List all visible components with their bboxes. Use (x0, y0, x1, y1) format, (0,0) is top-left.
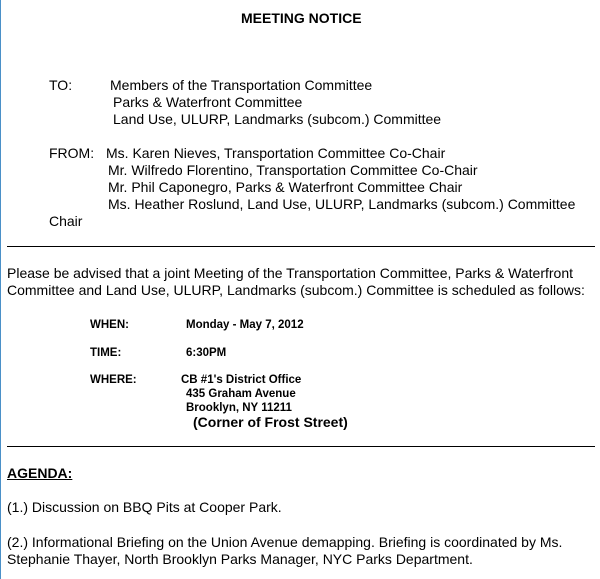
time-label: TIME: (90, 347, 122, 359)
where-line-1: CB #1's District Office (181, 374, 302, 386)
body-line-1: Please be advised that a joint Meeting of the Transportation Committee, Parks & Waterfront (7, 265, 573, 281)
agenda-item-2-line-1: (2.) Informational Briefing on the Union Avenue demapping. Briefing is coordinated by Ms. (7, 534, 563, 550)
divider-top (7, 246, 595, 247)
to-line-3: Land Use, ULURP, Landmarks (subcom.) Committee (113, 111, 442, 127)
from-line-4: Ms. Heather Roslund, Land Use, ULURP, Landmarks (subcom.) Committee (108, 196, 576, 212)
where-line-2: 435 Graham Avenue (186, 388, 296, 400)
from-line-3: Mr. Phil Caponegro, Parks & Waterfront Committee Chair (108, 179, 463, 195)
when-label: WHEN: (90, 319, 129, 331)
notice-title: MEETING NOTICE (241, 10, 362, 26)
body-line-2: Committee and Land Use, ULURP, Landmarks (subcom.) Committee is scheduled as follows: (7, 282, 585, 298)
to-line-1: Members of the Transportation Committee (110, 77, 373, 93)
from-wrap-line: Chair (49, 213, 83, 229)
where-corner-note: (Corner of Frost Street) (193, 414, 348, 430)
to-line-2: Parks & Waterfront Committee (113, 94, 303, 110)
where-line-3: Brooklyn, NY 11211 (186, 402, 292, 414)
agenda-item-1: (1.) Discussion on BBQ Pits at Cooper Park. (7, 499, 282, 515)
from-line-1: Ms. Karen Nieves, Transportation Committee Co-Chair (106, 145, 446, 161)
page-left-border (0, 0, 1, 579)
from-label: FROM: (49, 145, 95, 161)
where-label: WHERE: (90, 374, 137, 386)
from-line-2: Mr. Wilfredo Florentino, Transportation Committee Co-Chair (108, 162, 478, 178)
divider-bottom (7, 446, 595, 447)
when-value: Monday - May 7, 2012 (186, 319, 304, 331)
to-label: TO: (49, 77, 73, 93)
time-value: 6:30PM (186, 347, 227, 359)
agenda-heading: AGENDA: (7, 465, 73, 481)
agenda-item-2-line-2: Stephanie Thayer, North Brooklyn Parks Manager, NYC Parks Department. (7, 551, 473, 567)
